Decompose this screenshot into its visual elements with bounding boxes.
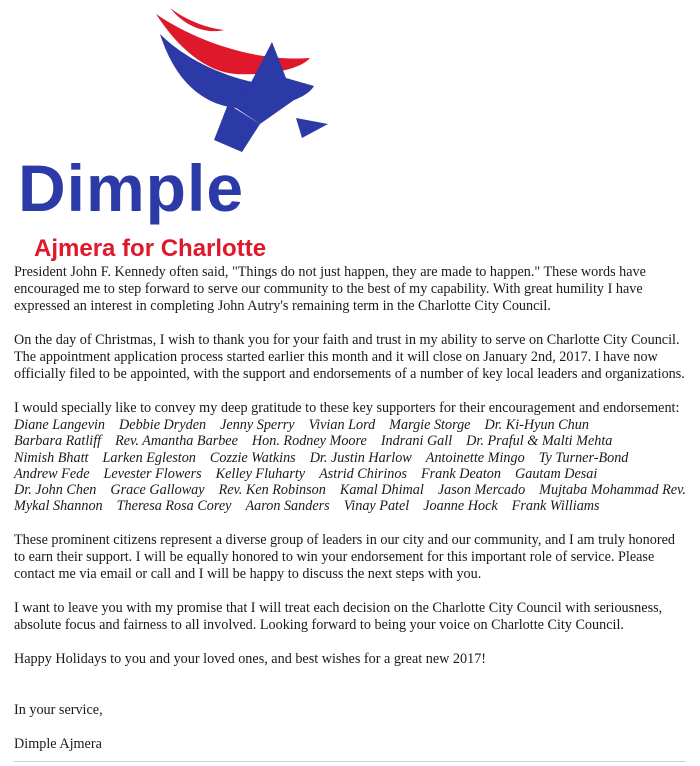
paragraph-gratitude: I would specially like to convey my deep gratitude to these key supporters for their encouragement and endorsement: bbox=[14, 400, 680, 416]
supporter-name: Diane Langevin bbox=[14, 417, 106, 433]
supporter-name: Hon. Rodney Moore bbox=[251, 433, 367, 450]
logo-tagline: Ajmera for Charlotte bbox=[34, 235, 267, 262]
supporter-name: Jason Mercado bbox=[437, 482, 526, 499]
supporter-name: Dr. Justin Harlow bbox=[309, 449, 412, 466]
supporter-name: Vivian Lord bbox=[308, 417, 376, 433]
logo-name: Dimple bbox=[18, 151, 245, 225]
supporter-row bbox=[14, 466, 686, 482]
paragraph-holidays: Happy Holidays to you and your loved ones, and best wishes for a great new 2017! bbox=[14, 650, 487, 667]
letter-body bbox=[14, 264, 686, 753]
paragraph-promise: I want to leave you with my promise that I will treat each decision on the Charlotte City Council with seriousness, absolute focus and fairness to all involved. Looking forward to being your voice on Charlotte City Council. bbox=[14, 599, 663, 633]
supporter-name: Levester Flowers bbox=[103, 465, 202, 482]
supporter-name: Rev. Ken Robinson bbox=[218, 482, 326, 499]
supporter-name: Vinay Patel bbox=[343, 498, 410, 515]
supporter-name: Rev. Amantha Barbee bbox=[115, 433, 238, 450]
supporter-list bbox=[14, 417, 686, 515]
supporter-name: Frank Williams bbox=[511, 498, 600, 515]
supporter-row bbox=[14, 482, 686, 498]
supporter-name: Aaron Sanders bbox=[245, 498, 330, 515]
supporter-row bbox=[14, 417, 686, 433]
campaign-logo bbox=[10, 0, 330, 270]
supporter-name: Cozzie Watkins bbox=[209, 449, 296, 466]
supporter-row bbox=[14, 450, 686, 466]
supporter-name: Joanne Hock bbox=[423, 498, 498, 515]
supporter-name: Jenny Sperry bbox=[220, 417, 295, 433]
supporter-name: Mujtaba Mohammad Rev. bbox=[539, 482, 686, 499]
supporter-name: Nimish Bhatt bbox=[14, 449, 89, 466]
supporter-name: Dr. Praful & Malti Mehta bbox=[466, 433, 613, 450]
supporter-name: Kamal Dhimal bbox=[339, 482, 424, 499]
supporter-name: Antoinette Mingo bbox=[425, 449, 525, 466]
closing-line: In your service, bbox=[14, 701, 103, 718]
supporter-name: Margie Storge bbox=[389, 417, 471, 433]
supporter-name: Larken Egleston bbox=[102, 449, 196, 466]
paragraph-diverse-leaders: These prominent citizens represent a diverse group of leaders in our city and our community, and I am truly honored to earn their support. I will be equally honored to win your endorsement for this important role of service. Please contact me via email or call and I will be happy to discuss the next steps with you. bbox=[14, 531, 675, 582]
supporter-name: Barbara Ratliff bbox=[14, 433, 102, 450]
supporter-name: Dr. John Chen bbox=[14, 482, 97, 499]
supporter-name: Debbie Dryden bbox=[119, 417, 207, 433]
supporter-name: Andrew Fede bbox=[14, 465, 90, 482]
supporter-name: Indrani Gall bbox=[380, 433, 453, 450]
footer-divider bbox=[14, 761, 686, 762]
supporter-name: Mykal Shannon bbox=[14, 498, 103, 515]
supporter-name: Astrid Chirinos bbox=[319, 465, 407, 482]
supporter-name: Theresa Rosa Corey bbox=[116, 498, 232, 515]
supporter-name: Frank Deaton bbox=[420, 465, 501, 482]
supporter-row bbox=[14, 498, 686, 514]
supporter-row bbox=[14, 433, 686, 449]
supporter-name: Dr. Ki-Hyun Chun bbox=[484, 417, 589, 433]
paragraph-kennedy-quote: President John F. Kennedy often said, "Things do not just happen, they are made to happen." These words have encouraged me to step forward to serve our community to the best of my capability. With great humility I have expressed an interest in completing John Autry's remaining term in the Charlotte City Council. bbox=[14, 264, 646, 314]
paragraph-christmas: On the day of Christmas, I wish to thank you for your faith and trust in my ability to serve on Charlotte City Council. The appointment application process started earlier this month and it will close on January 2nd, 2017. I have now officially filed to be appointed, with the support and endorsements of a number of key local leaders and organizations. bbox=[14, 332, 685, 382]
supporter-name: Ty Turner-Bond bbox=[538, 449, 629, 466]
supporter-name: Grace Galloway bbox=[110, 482, 205, 499]
signature: Dimple Ajmera bbox=[14, 735, 102, 752]
supporter-name: Gautam Desai bbox=[514, 465, 598, 482]
supporter-name: Kelley Fluharty bbox=[215, 465, 306, 482]
